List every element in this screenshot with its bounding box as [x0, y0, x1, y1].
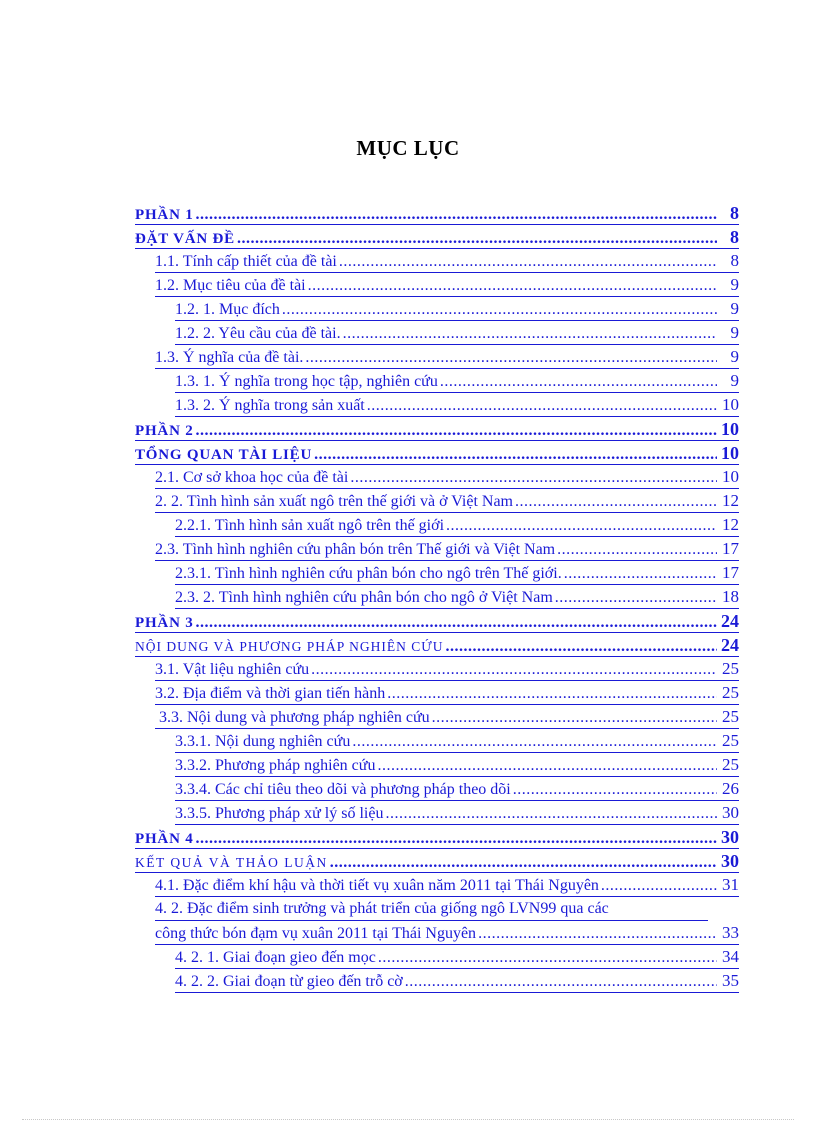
- toc-entry-label: 1.2. 1. Mục đích: [175, 301, 280, 318]
- toc-leader-dots: [337, 250, 717, 274]
- toc-entry-page: 9: [730, 299, 739, 318]
- toc-entry-label: ĐẶT VẤN ĐỀ: [135, 231, 235, 247]
- toc-leader-dots: [444, 514, 717, 538]
- toc-entry-3-1[interactable]: [155, 657, 739, 681]
- toc-entry-label: 3.2. Địa điểm và thời gian tiến hành: [155, 685, 386, 702]
- toc-entry-label: 3.3.1. Nội dung nghiên cứu: [175, 733, 351, 750]
- toc-entry-page: 10: [722, 467, 739, 486]
- toc-leader-dots: [280, 298, 717, 322]
- toc-leader-dots: [194, 611, 717, 635]
- toc-entry-label: TỔNG QUAN TÀI LIỆU: [135, 447, 313, 463]
- toc-leader-dots: [385, 682, 717, 706]
- toc-entry-label: 4. 2. Đặc điểm sinh trưởng và phát triển của giống ngô LVN99 qua các: [155, 897, 708, 921]
- toc-entry-label: 1.3. Ý nghĩa của đề tài.: [155, 349, 304, 366]
- toc-entry-2-2-1[interactable]: [175, 513, 739, 537]
- toc-leader-dots: [306, 274, 717, 298]
- toc-entry-page: 10: [721, 419, 739, 439]
- toc-entry-page: 9: [730, 323, 739, 342]
- toc-leader-dots: [476, 922, 717, 946]
- toc-entry-label: PHẦN 4: [135, 831, 194, 847]
- toc-entry-label: 4. 2. 1. Giai đoạn gieo đến mọc: [175, 949, 376, 966]
- toc-entry-4-2-2[interactable]: [175, 969, 739, 993]
- toc-entry-label: 2.3. Tình hình nghiên cứu phân bón trên Thế giới và Việt Nam: [155, 541, 556, 558]
- toc-entry-label: 1.2. 2. Yêu cầu của đề tài.: [175, 325, 341, 342]
- toc-entry-label: 2. 2. Tình hình sản xuất ngô trên thế giới và ở Việt Nam: [155, 493, 513, 510]
- toc-leader-dots: [599, 874, 717, 898]
- toc-leader-dots: [376, 946, 717, 970]
- toc-entry-4-2[interactable]: [155, 921, 739, 945]
- toc-entry-label: 4. 2. 2. Giai đoạn từ gieo đến trỗ cờ: [175, 973, 403, 990]
- toc-entry-page: 31: [722, 875, 739, 894]
- toc-entry-page: 24: [721, 611, 739, 631]
- toc-leader-dots: [194, 827, 717, 851]
- toc-leader-dots: [303, 346, 717, 370]
- toc-entry-label: 1.3. 2. Ý nghĩa trong sản xuất: [175, 397, 365, 414]
- toc-entry-2-3-1[interactable]: [175, 561, 739, 585]
- toc-entry-3-3[interactable]: [155, 705, 739, 729]
- toc-entry-page: 9: [730, 347, 739, 366]
- toc-entry-page: 10: [721, 443, 739, 463]
- toc-entry-2-2[interactable]: [155, 489, 739, 513]
- toc-entry-page: 25: [722, 731, 739, 750]
- toc-entry-label: PHẦN 1: [135, 207, 194, 223]
- toc-leader-dots: [194, 419, 717, 443]
- toc-entry-3-2[interactable]: [155, 681, 739, 705]
- toc-entry-page: 26: [722, 779, 739, 798]
- toc-leader-dots: [194, 203, 717, 227]
- toc-entry-2-3[interactable]: [155, 537, 739, 561]
- toc-entry-page: 33: [722, 923, 739, 942]
- toc-entry-page: 18: [722, 587, 739, 606]
- page-title: MỤC LỤC: [356, 136, 460, 160]
- toc-entry-page: 34: [722, 947, 739, 966]
- toc-entry-3-3-2[interactable]: [175, 753, 739, 777]
- toc-entry-label: 3.3.2. Phương pháp nghiên cứu: [175, 757, 376, 774]
- toc-entry-page: 30: [721, 827, 739, 847]
- toc-leader-dots: [350, 730, 717, 754]
- toc-leader-dots: [555, 538, 717, 562]
- toc-entry-4-2-1[interactable]: [175, 945, 739, 969]
- toc-entry-label: 3.3.4. Các chỉ tiêu theo dõi và phương pháp theo dõi: [175, 781, 511, 798]
- toc-entry-page: 30: [722, 803, 739, 822]
- toc-leader-dots: [562, 562, 717, 586]
- toc-leader-dots: [438, 370, 717, 394]
- toc-entry-page: 25: [722, 659, 739, 678]
- toc-leader-dots: [383, 802, 717, 826]
- toc-entry-page: 9: [730, 275, 739, 294]
- toc-leader-dots: [341, 322, 717, 346]
- toc-entry-3-3-4[interactable]: [175, 777, 739, 801]
- toc-entry-label: 3.3. Nội dung và phương pháp nghiên cứu: [159, 709, 430, 726]
- toc-leader-dots: [312, 443, 717, 467]
- toc-entry-page: 10: [722, 395, 739, 414]
- toc-entry-page: 8: [730, 251, 739, 270]
- toc-entry-phan-2[interactable]: [135, 417, 739, 441]
- toc-leader-dots: [309, 658, 717, 682]
- toc-entry-page: 17: [722, 563, 739, 582]
- toc-entry-1-2-1[interactable]: [175, 297, 739, 321]
- toc-entry-label: 4.1. Đặc điểm khí hậu và thời tiết vụ xuân năm 2011 tại Thái Nguyên: [155, 877, 599, 894]
- toc-entry-label: 3.3.5. Phương pháp xử lý số liệu: [175, 805, 384, 822]
- toc-entry-label: 1.2. Mục tiêu của đề tài: [155, 277, 306, 294]
- toc-entry-1-3[interactable]: [155, 345, 739, 369]
- toc-entry-page: 12: [722, 515, 739, 534]
- toc-entry-dat-van-de[interactable]: [135, 225, 739, 249]
- toc-entry-2-1[interactable]: [155, 465, 739, 489]
- page-bottom-divider: [22, 1119, 794, 1120]
- toc-leader-dots: [553, 586, 717, 610]
- toc-entry-label: NỘI DUNG VÀ PHƯƠNG PHÁP NGHIÊN CỨU: [135, 639, 444, 654]
- toc-entry-label: PHẦN 2: [135, 423, 194, 439]
- toc-entry-1-2[interactable]: [155, 273, 739, 297]
- toc-leader-dots: [328, 851, 717, 875]
- toc-leader-dots: [348, 466, 717, 490]
- toc-entry-tong-quan[interactable]: [135, 441, 739, 465]
- toc-entry-page: 24: [721, 635, 739, 655]
- toc-leader-dots: [443, 635, 717, 659]
- toc-leader-dots: [403, 970, 717, 994]
- toc-entry-page: 25: [722, 683, 739, 702]
- toc-entry-4-1[interactable]: [155, 873, 739, 897]
- toc-entry-label: công thức bón đạm vụ xuân 2011 tại Thái Nguyên: [155, 925, 477, 942]
- toc-leader-dots: [235, 227, 717, 251]
- toc-entry-1-1[interactable]: [155, 249, 739, 273]
- toc-entry-1-3-1[interactable]: [175, 369, 739, 393]
- toc-leader-dots: [430, 706, 717, 730]
- toc-leader-dots: [375, 754, 717, 778]
- toc-entry-3-3-5[interactable]: [175, 801, 739, 825]
- toc-entry-label: 2.2.1. Tình hình sản xuất ngô trên thế giới: [175, 517, 445, 534]
- toc-entry-label: 2.3. 2. Tình hình nghiên cứu phân bón cho ngô ở Việt Nam: [175, 589, 553, 606]
- toc-entry-phan-1[interactable]: [135, 201, 739, 225]
- toc-entry-page: 35: [722, 971, 739, 990]
- toc-entry-phan-4[interactable]: [135, 825, 739, 849]
- toc-entry-label: KẾT QUẢ VÀ THẢO LUẬN: [135, 855, 328, 870]
- toc-entry-page: 25: [722, 755, 739, 774]
- toc-leader-dots: [365, 394, 717, 418]
- toc-entry-label: 1.3. 1. Ý nghĩa trong học tập, nghiên cứu: [175, 373, 438, 390]
- toc-entry-page: 8: [730, 227, 739, 247]
- toc-entry-page: 8: [730, 203, 739, 223]
- toc-entry-page: 30: [721, 851, 739, 871]
- toc-entry-page: 17: [722, 539, 739, 558]
- toc-entry-1-2-2[interactable]: [175, 321, 739, 345]
- toc-entry-page: 12: [722, 491, 739, 510]
- toc-leader-dots: [511, 778, 717, 802]
- toc-entry-label: 2.1. Cơ sở khoa học của đề tài: [155, 469, 349, 486]
- toc-entry-label: 2.3.1. Tình hình nghiên cứu phân bón cho ngô trên Thế giới.: [175, 565, 562, 582]
- toc-entry-ket-qua[interactable]: [135, 849, 739, 873]
- toc-entry-label: 3.1. Vật liệu nghiên cứu: [155, 661, 310, 678]
- toc-entry-phan-3[interactable]: [135, 609, 739, 633]
- toc-entry-4-2-line1[interactable]: [155, 897, 739, 921]
- toc-entry-1-3-2[interactable]: [175, 393, 739, 417]
- toc-entry-page: 9: [730, 371, 739, 390]
- toc-entry-3-3-1[interactable]: [175, 729, 739, 753]
- toc-entry-label: PHẦN 3: [135, 615, 194, 631]
- toc-entry-page: 25: [722, 707, 739, 726]
- toc-entry-noi-dung[interactable]: [135, 633, 739, 657]
- toc-entry-2-3-2[interactable]: [175, 585, 739, 609]
- toc-leader-dots: [513, 490, 717, 514]
- toc-entry-label: 1.1. Tính cấp thiết của đề tài: [155, 253, 337, 270]
